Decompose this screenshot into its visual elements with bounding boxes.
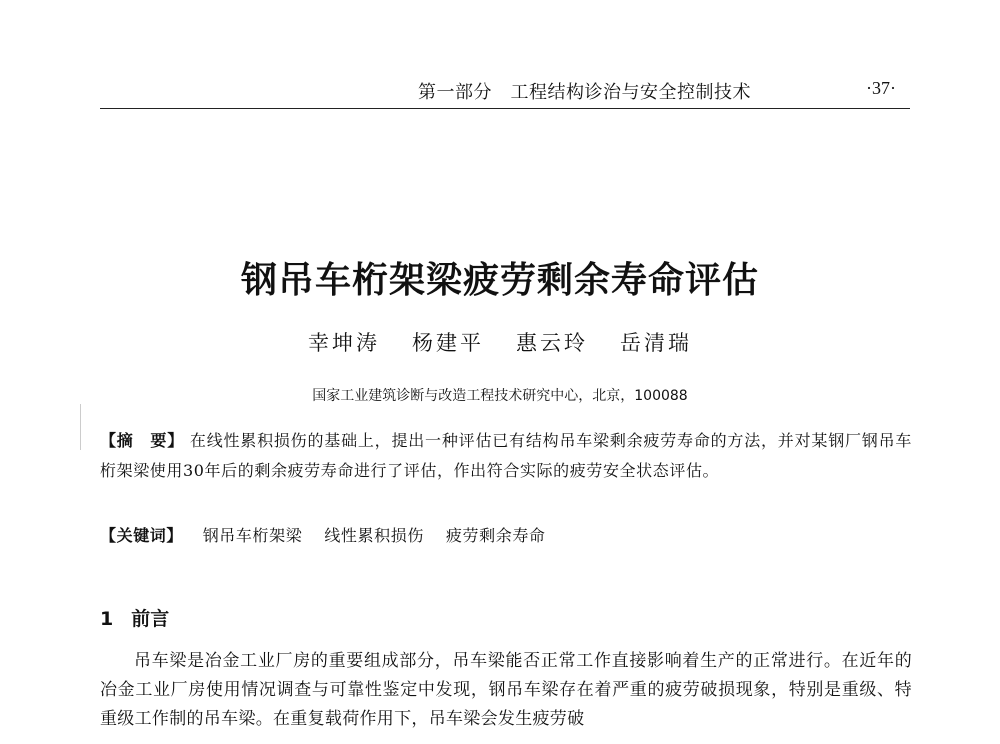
margin-rule — [80, 404, 81, 450]
author-name: 幸坤涛 — [308, 331, 380, 355]
article-title: 钢吊车桁架梁疲劳剩余寿命评估 — [240, 260, 759, 301]
section-heading — [100, 604, 169, 631]
abstract-label: 【摘 要】 — [100, 431, 184, 450]
running-header — [100, 78, 910, 106]
section-title: 前言 — [131, 608, 170, 630]
abstract-text: 在线性累积损伤的基础上，提出一种评估已有结构吊车梁剩余疲劳寿命的方法，并对某钢厂钢吊车桁架梁使用30年后的剩余疲劳寿命进行了评估，作出符合实际的疲劳安全状态评估。 — [100, 431, 912, 480]
keywords-label: 【关键词】 — [100, 526, 184, 545]
author-name: 岳清瑞 — [620, 331, 692, 355]
section-number: 1 — [100, 608, 114, 630]
body-paragraph: 吊车梁是冶金工业厂房的重要组成部分，吊车梁能否正常工作直接影响着生产的正常进行。在近年的冶金工业厂房使用情况调查与可靠性鉴定中发现，钢吊车梁存在着严重的疲劳破损现象，特别是重级、特重级工作制的吊车梁。在重复载荷作用下，吊车梁会发生疲劳破 — [100, 651, 912, 729]
keyword-item: 钢吊车桁架梁 — [202, 526, 303, 545]
keywords-block — [100, 521, 912, 551]
header-rule — [100, 108, 910, 109]
author-list — [0, 327, 1000, 357]
running-title: 第一部分 工程结构诊治与安全控制技术 — [418, 82, 751, 103]
author-affiliation: 国家工业建筑诊断与改造工程技术研究中心，北京，100088 — [312, 388, 688, 404]
keyword-item: 疲劳剩余寿命 — [445, 526, 546, 545]
keyword-item: 线性累积损伤 — [324, 526, 424, 545]
page-number: ·37· — [866, 78, 896, 98]
author-name: 杨建平 — [412, 331, 484, 355]
author-name: 惠云玲 — [516, 331, 588, 355]
abstract-block — [100, 426, 912, 486]
